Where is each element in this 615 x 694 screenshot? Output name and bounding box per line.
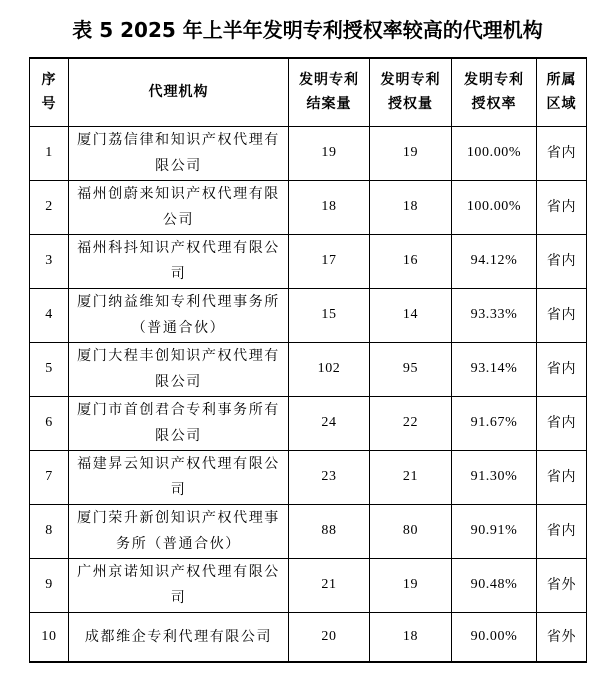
header-line: 结案量 bbox=[306, 96, 352, 113]
grant-rate: 93.14% bbox=[452, 342, 537, 396]
region: 省内 bbox=[537, 180, 587, 234]
header-line: 代理机构 bbox=[148, 84, 209, 101]
table-row bbox=[30, 126, 587, 180]
closed-count: 23 bbox=[289, 450, 370, 504]
table-row bbox=[30, 234, 587, 288]
agency-name: 成都维企专利代理有限公司 bbox=[84, 628, 273, 645]
granted-count: 16 bbox=[370, 234, 452, 288]
region: 省外 bbox=[537, 612, 587, 662]
header-serial-number bbox=[30, 58, 69, 126]
table-row bbox=[30, 504, 587, 558]
header-line: 授权率 bbox=[471, 96, 517, 113]
grant-rate: 93.33% bbox=[452, 288, 537, 342]
row-number: 7 bbox=[30, 450, 69, 504]
agency-name: 厦门荣升新创知识产权代理事务所（普通合伙） bbox=[77, 510, 280, 552]
row-number: 5 bbox=[30, 342, 69, 396]
agency-table bbox=[29, 57, 587, 663]
granted-count: 14 bbox=[370, 288, 452, 342]
row-number: 1 bbox=[30, 126, 69, 180]
header-agency bbox=[69, 58, 289, 126]
agency-cell bbox=[69, 450, 289, 504]
grant-rate: 91.67% bbox=[452, 396, 537, 450]
agency-name: 广州京诺知识产权代理有限公司 bbox=[77, 564, 280, 606]
granted-count: 18 bbox=[370, 180, 452, 234]
table-row bbox=[30, 450, 587, 504]
header-granted-count bbox=[370, 58, 452, 126]
row-number: 2 bbox=[30, 180, 69, 234]
closed-count: 20 bbox=[289, 612, 370, 662]
table-row bbox=[30, 396, 587, 450]
header-line: 号 bbox=[41, 96, 57, 113]
header-line: 序 bbox=[41, 72, 57, 89]
closed-count: 102 bbox=[289, 342, 370, 396]
agency-name: 厦门纳益维知专利代理事务所（普通合伙） bbox=[77, 294, 280, 336]
closed-count: 24 bbox=[289, 396, 370, 450]
header-line: 发明专利 bbox=[299, 72, 359, 89]
header-line: 区域 bbox=[546, 96, 577, 113]
header-line: 发明专利 bbox=[380, 72, 441, 89]
table-title: 表 5 2025 年上半年发明专利授权率较高的代理机构 bbox=[72, 18, 543, 42]
table-row bbox=[30, 288, 587, 342]
grant-rate: 100.00% bbox=[452, 126, 537, 180]
agency-cell bbox=[69, 612, 289, 662]
closed-count: 88 bbox=[289, 504, 370, 558]
header-line: 所属 bbox=[546, 72, 577, 89]
granted-count: 95 bbox=[370, 342, 452, 396]
row-number: 3 bbox=[30, 234, 69, 288]
row-number: 9 bbox=[30, 558, 69, 612]
table-row bbox=[30, 612, 587, 662]
granted-count: 80 bbox=[370, 504, 452, 558]
agency-name: 福州科抖知识产权代理有限公司 bbox=[77, 240, 280, 282]
grant-rate: 90.91% bbox=[452, 504, 537, 558]
agency-name: 厦门市首创君合专利事务所有限公司 bbox=[77, 402, 280, 444]
closed-count: 19 bbox=[289, 126, 370, 180]
agency-name: 福建昇云知识产权代理有限公司 bbox=[77, 456, 280, 498]
agency-cell bbox=[69, 288, 289, 342]
region: 省外 bbox=[537, 558, 587, 612]
agency-cell bbox=[69, 558, 289, 612]
grant-rate: 94.12% bbox=[452, 234, 537, 288]
closed-count: 18 bbox=[289, 180, 370, 234]
table-header bbox=[30, 58, 587, 126]
agency-cell bbox=[69, 396, 289, 450]
header-closed-count bbox=[289, 58, 370, 126]
table-row bbox=[30, 558, 587, 612]
header-line: 授权量 bbox=[388, 96, 433, 113]
region: 省内 bbox=[537, 504, 587, 558]
granted-count: 19 bbox=[370, 558, 452, 612]
region: 省内 bbox=[537, 342, 587, 396]
agency-name: 厦门荔信律和知识产权代理有限公司 bbox=[77, 132, 280, 174]
granted-count: 22 bbox=[370, 396, 452, 450]
agency-name: 福州创蔚来知识产权代理有限公司 bbox=[77, 186, 280, 228]
agency-cell bbox=[69, 342, 289, 396]
agency-cell bbox=[69, 180, 289, 234]
agency-cell bbox=[69, 126, 289, 180]
agency-name: 厦门大程丰创知识产权代理有限公司 bbox=[77, 348, 280, 390]
region: 省内 bbox=[537, 288, 587, 342]
row-number: 10 bbox=[30, 612, 69, 662]
region: 省内 bbox=[537, 126, 587, 180]
header-grant-rate bbox=[452, 58, 537, 126]
table-row bbox=[30, 342, 587, 396]
region: 省内 bbox=[537, 396, 587, 450]
header-line: 发明专利 bbox=[464, 72, 524, 89]
granted-count: 19 bbox=[370, 126, 452, 180]
region: 省内 bbox=[537, 450, 587, 504]
grant-rate: 90.48% bbox=[452, 558, 537, 612]
closed-count: 15 bbox=[289, 288, 370, 342]
table-row bbox=[30, 180, 587, 234]
region: 省内 bbox=[537, 234, 587, 288]
grant-rate: 91.30% bbox=[452, 450, 537, 504]
row-number: 4 bbox=[30, 288, 69, 342]
granted-count: 21 bbox=[370, 450, 452, 504]
closed-count: 17 bbox=[289, 234, 370, 288]
closed-count: 21 bbox=[289, 558, 370, 612]
table-body bbox=[30, 126, 587, 662]
row-number: 6 bbox=[30, 396, 69, 450]
granted-count: 18 bbox=[370, 612, 452, 662]
header-row bbox=[30, 58, 587, 126]
row-number: 8 bbox=[30, 504, 69, 558]
agency-cell bbox=[69, 504, 289, 558]
grant-rate: 90.00% bbox=[452, 612, 537, 662]
agency-cell bbox=[69, 234, 289, 288]
header-region bbox=[537, 58, 587, 126]
grant-rate: 100.00% bbox=[452, 180, 537, 234]
